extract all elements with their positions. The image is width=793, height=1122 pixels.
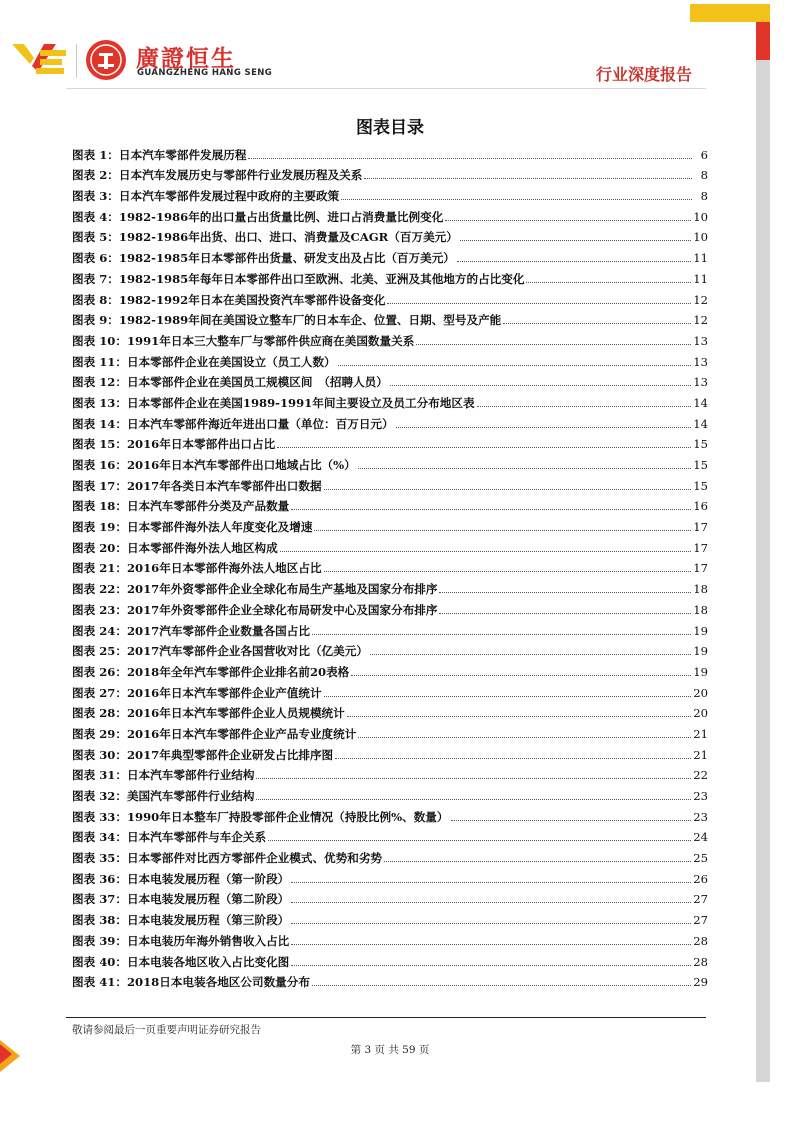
- page-number: 第 3 页 共 59 页: [350, 1044, 430, 1056]
- side-bar-yellow: [756, 4, 770, 22]
- toc-entry-title: 图表 40：日本电装各地区收入占比变化图: [72, 954, 290, 969]
- toc-entry[interactable]: [72, 889, 708, 910]
- toc-entry-title: 图表 41：2018日本电装各地区公司数量分布: [72, 975, 310, 990]
- toc-entry-title: 图表 19：日本零部件海外法人年度变化及增速: [72, 520, 313, 535]
- toc-entry-page: 27: [693, 892, 708, 907]
- toc-dot-leader: [291, 965, 691, 966]
- toc-dot-leader: [277, 447, 691, 448]
- toc-dot-leader: [256, 778, 691, 779]
- toc-dot-leader: [335, 758, 691, 759]
- toc-entry-page: 8: [700, 189, 708, 204]
- toc-entry-title: 图表 17：2017年各类日本汽车零部件出口数据: [72, 478, 322, 493]
- toc-dot-leader: [280, 551, 692, 552]
- toc-entry-title: 图表 26：2018年全年汽车零部件企业排名前20表格: [72, 664, 350, 679]
- toc-entry[interactable]: [72, 165, 708, 186]
- toc-entry-title: 图表 4：1982-1986年的出口量占出货量比例、进口占消费量比例变化: [72, 209, 444, 224]
- toc-entry-title: 图表 7：1982-1985年每年日本零部件出口至欧洲、北美、亚洲及其他地方的占比变化: [72, 271, 525, 286]
- toc-entry-title: 图表 24：2017汽车零部件企业数量各国占比: [72, 623, 310, 638]
- toc-entry[interactable]: [72, 496, 708, 517]
- toc-entry-page: 15: [693, 437, 708, 452]
- toc-entry-title: 图表 12：日本零部件企业在美国员工规模区间 （招聘人员）: [72, 375, 388, 390]
- toc-entry-page: 29: [693, 975, 708, 990]
- toc-entry[interactable]: [72, 413, 708, 434]
- toc-entry[interactable]: [72, 951, 708, 972]
- toc-entry-page: 27: [693, 913, 708, 928]
- toc-dot-leader: [457, 261, 691, 262]
- toc-dot-leader: [341, 199, 692, 200]
- toc-entry[interactable]: [72, 578, 708, 599]
- toc-entry-page: 14: [693, 416, 708, 431]
- toc-dot-leader: [439, 613, 691, 614]
- toc-entry-title: 图表 39：日本电装历年海外销售收入占比: [72, 933, 290, 948]
- toc-entry-page: 19: [693, 644, 708, 659]
- toc-entry-page: 12: [693, 292, 708, 307]
- toc-entry[interactable]: [72, 268, 708, 289]
- toc-entry-title: 图表 31：日本汽车零部件行业结构: [72, 768, 255, 783]
- toc-entry-page: 20: [693, 706, 708, 721]
- toc-entry[interactable]: [72, 310, 708, 331]
- toc-entry-page: 19: [693, 623, 708, 638]
- toc-entry-page: 18: [693, 582, 708, 597]
- toc-entry-title: 图表 3：日本汽车零部件发展过程中政府的主要政策: [72, 189, 340, 204]
- toc-entry-page: 26: [693, 871, 708, 886]
- toc-title: 图表目录: [356, 118, 424, 138]
- toc-dot-leader: [338, 365, 692, 366]
- toc-dot-leader: [256, 799, 691, 800]
- toc-dot-leader: [503, 323, 691, 324]
- toc-entry-page: 14: [693, 395, 708, 410]
- seal-logo-icon: [86, 40, 126, 80]
- toc-entry-page: 18: [693, 602, 708, 617]
- side-bar-red: [756, 22, 770, 60]
- toc-entry[interactable]: [72, 516, 708, 537]
- toc-entry-title: 图表 37：日本电装发展历程（第二阶段）: [72, 892, 290, 907]
- toc-entry-title: 图表 10：1991年日本三大整车厂与零部件供应商在美国数量关系: [72, 333, 415, 348]
- toc-entry-page: 10: [693, 209, 708, 224]
- toc-entry[interactable]: [72, 599, 708, 620]
- toc-dot-leader: [396, 427, 692, 428]
- toc-list: [72, 144, 708, 992]
- toc-entry[interactable]: [72, 454, 708, 475]
- toc-dot-leader: [291, 923, 691, 924]
- toc-entry[interactable]: [72, 247, 708, 268]
- side-bar-gray: [756, 60, 770, 1082]
- toc-dot-leader: [445, 220, 691, 221]
- toc-entry-title: 图表 35：日本零部件对比西方零部件企业模式、优势和劣势: [72, 851, 383, 866]
- toc-entry-page: 19: [693, 664, 708, 679]
- toc-entry-title: 图表 14：日本汽车零部件海近年进出口量（单位：百万日元）: [72, 416, 394, 431]
- toc-entry[interactable]: [72, 475, 708, 496]
- toc-entry-title: 图表 22：2017年外资零部件企业全球化布局生产基地及国家分布排序: [72, 582, 438, 597]
- toc-entry-title: 图表 28：2016年日本汽车零部件企业人员规模统计: [72, 706, 345, 721]
- toc-entry-page: 17: [693, 520, 708, 535]
- toc-entry-page: 17: [693, 561, 708, 576]
- toc-dot-leader: [526, 282, 691, 283]
- ye-logo-icon: [10, 42, 70, 80]
- toc-entry[interactable]: [72, 185, 708, 206]
- toc-entry-page: 28: [693, 933, 708, 948]
- toc-entry[interactable]: [72, 330, 708, 351]
- toc-dot-leader: [460, 240, 691, 241]
- toc-dot-leader: [364, 178, 692, 179]
- toc-entry-title: 图表 2：日本汽车发展历史与零部件行业发展历程及关系: [72, 168, 363, 183]
- toc-entry-page: 10: [693, 230, 708, 245]
- toc-entry[interactable]: [72, 868, 708, 889]
- brand-name-en: GUANGZHENG HANG SENG: [137, 68, 273, 78]
- toc-entry-title: 图表 5：1982-1986年出货、出口、进口、消费量及CAGR（百万美元）: [72, 230, 458, 245]
- toc-entry-title: 图表 9：1982-1989年间在美国设立整车厂的日本车企、位置、日期、型号及产能: [72, 313, 502, 328]
- toc-entry[interactable]: [72, 206, 708, 227]
- toc-entry-title: 图表 1：日本汽车零部件发展历程: [72, 147, 247, 162]
- toc-entry-title: 图表 21：2016年日本零部件海外法人地区占比: [72, 561, 322, 576]
- toc-entry[interactable]: [72, 703, 708, 724]
- toc-entry[interactable]: [72, 723, 708, 744]
- toc-entry[interactable]: [72, 909, 708, 930]
- toc-entry-page: 21: [693, 747, 708, 762]
- toc-entry-title: 图表 33：1990年日本整车厂持股零部件企业情况（持股比例%、数量）: [72, 809, 449, 824]
- toc-dot-leader: [324, 571, 692, 572]
- toc-entry-title: 图表 30：2017年典型零部件企业研发占比排序图: [72, 747, 334, 762]
- toc-dot-leader: [248, 158, 692, 159]
- toc-entry-title: 图表 8：1982-1992年日本在美国投资汽车零部件设备变化: [72, 292, 386, 307]
- toc-entry-page: 11: [693, 251, 708, 266]
- toc-dot-leader: [291, 902, 691, 903]
- toc-entry-title: 图表 23：2017年外资零部件企业全球化布局研发中心及国家分布排序: [72, 602, 438, 617]
- toc-dot-leader: [387, 303, 691, 304]
- toc-entry[interactable]: [72, 744, 708, 765]
- toc-dot-leader: [358, 737, 691, 738]
- toc-entry-title: 图表 18：日本汽车零部件分类及产品数量: [72, 499, 290, 514]
- toc-entry-page: 23: [693, 789, 708, 803]
- toc-entry-page: 28: [693, 954, 708, 969]
- toc-dot-leader: [477, 406, 692, 407]
- toc-entry[interactable]: [72, 620, 708, 641]
- toc-entry-page: 21: [693, 726, 708, 741]
- toc-dot-leader: [291, 944, 691, 945]
- toc-entry[interactable]: [72, 641, 708, 662]
- toc-entry-title: 图表 32：美国汽车零部件行业结构: [72, 789, 255, 803]
- toc-dot-leader: [268, 840, 691, 841]
- toc-entry-page: 12: [693, 313, 708, 328]
- toc-entry[interactable]: [72, 227, 708, 248]
- toc-entry-page: 8: [700, 168, 708, 183]
- toc-entry-page: 22: [693, 768, 708, 783]
- toc-dot-leader: [291, 509, 691, 510]
- toc-dot-leader: [451, 820, 692, 821]
- toc-entry-page: 20: [693, 685, 708, 700]
- toc-entry[interactable]: [72, 289, 708, 310]
- toc-entry[interactable]: [72, 930, 708, 951]
- toc-entry[interactable]: [72, 785, 708, 806]
- toc-entry[interactable]: [72, 972, 708, 993]
- toc-entry-title: 图表 38：日本电装发展历程（第三阶段）: [72, 913, 290, 928]
- toc-entry-title: 图表 6：1982-1985年日本零部件出货量、研发支出及占比（百万美元）: [72, 251, 455, 266]
- toc-entry-title: 图表 16：2016年日本汽车零部件出口地域占比（%）: [72, 458, 356, 472]
- toc-entry-page: 13: [693, 375, 708, 390]
- report-type-label: 行业深度报告: [596, 65, 693, 84]
- toc-entry-page: 13: [693, 333, 708, 348]
- toc-entry[interactable]: [72, 806, 708, 827]
- toc-dot-leader: [312, 634, 691, 635]
- toc-dot-leader: [291, 882, 691, 883]
- toc-dot-leader: [351, 675, 691, 676]
- toc-entry-title: 图表 20：日本零部件海外法人地区构成: [72, 540, 278, 555]
- toc-dot-leader: [384, 861, 691, 862]
- toc-entry-page: 15: [693, 478, 708, 493]
- footer-divider: [66, 1017, 706, 1018]
- toc-entry[interactable]: [72, 537, 708, 558]
- toc-entry[interactable]: [72, 144, 708, 165]
- toc-entry-page: 11: [693, 271, 708, 286]
- toc-entry[interactable]: [72, 827, 708, 848]
- toc-entry-page: 16: [693, 499, 708, 514]
- toc-entry-page: 24: [693, 830, 708, 845]
- toc-dot-leader: [390, 385, 691, 386]
- toc-dot-leader: [439, 592, 691, 593]
- toc-entry[interactable]: [72, 765, 708, 786]
- toc-dot-leader: [314, 530, 691, 531]
- toc-entry[interactable]: [72, 558, 708, 579]
- toc-entry[interactable]: [72, 434, 708, 455]
- toc-entry-title: 图表 13：日本零部件企业在美国1989-1991年间主要设立及员工分布地区表: [72, 395, 475, 410]
- toc-dot-leader: [358, 468, 691, 469]
- toc-entry-title: 图表 25：2017汽车零部件企业各国营收对比（亿美元）: [72, 644, 368, 659]
- toc-dot-leader: [324, 489, 692, 490]
- toc-entry-title: 图表 11：日本零部件企业在美国设立（员工人数）: [72, 354, 336, 369]
- toc-dot-leader: [370, 654, 691, 655]
- toc-entry-page: 13: [693, 354, 708, 369]
- toc-entry-page: 23: [693, 809, 708, 824]
- toc-dot-leader: [347, 716, 692, 717]
- toc-entry-title: 图表 36：日本电装发展历程（第一阶段）: [72, 871, 290, 886]
- toc-entry[interactable]: [72, 392, 708, 413]
- toc-entry-title: 图表 29：2016年日本汽车零部件企业产品专业度统计: [72, 726, 357, 741]
- toc-entry-page: 15: [693, 458, 708, 472]
- header-divider: [66, 88, 706, 89]
- toc-dot-leader: [312, 985, 691, 986]
- toc-entry-page: 6: [700, 147, 708, 162]
- footer-disclaimer: 敬请参阅最后一页重要声明证券研究报告: [72, 1024, 261, 1036]
- toc-entry-title: 图表 27：2016年日本汽车零部件企业产值统计: [72, 685, 322, 700]
- toc-dot-leader: [416, 344, 691, 345]
- toc-entry[interactable]: [72, 847, 708, 868]
- corner-tab-decoration: [690, 4, 756, 22]
- toc-entry[interactable]: [72, 661, 708, 682]
- toc-entry[interactable]: [72, 351, 708, 372]
- toc-entry-page: 25: [693, 851, 708, 866]
- toc-entry[interactable]: [72, 372, 708, 393]
- toc-entry-title: 图表 15：2016年日本零部件出口占比: [72, 437, 276, 452]
- brand-name-cn: 廣證恒生: [136, 46, 236, 72]
- logo-separator: [76, 44, 77, 78]
- toc-entry[interactable]: [72, 682, 708, 703]
- toc-entry-page: 17: [693, 540, 708, 555]
- toc-dot-leader: [324, 696, 692, 697]
- toc-entry-title: 图表 34：日本汽车零部件与车企关系: [72, 830, 267, 845]
